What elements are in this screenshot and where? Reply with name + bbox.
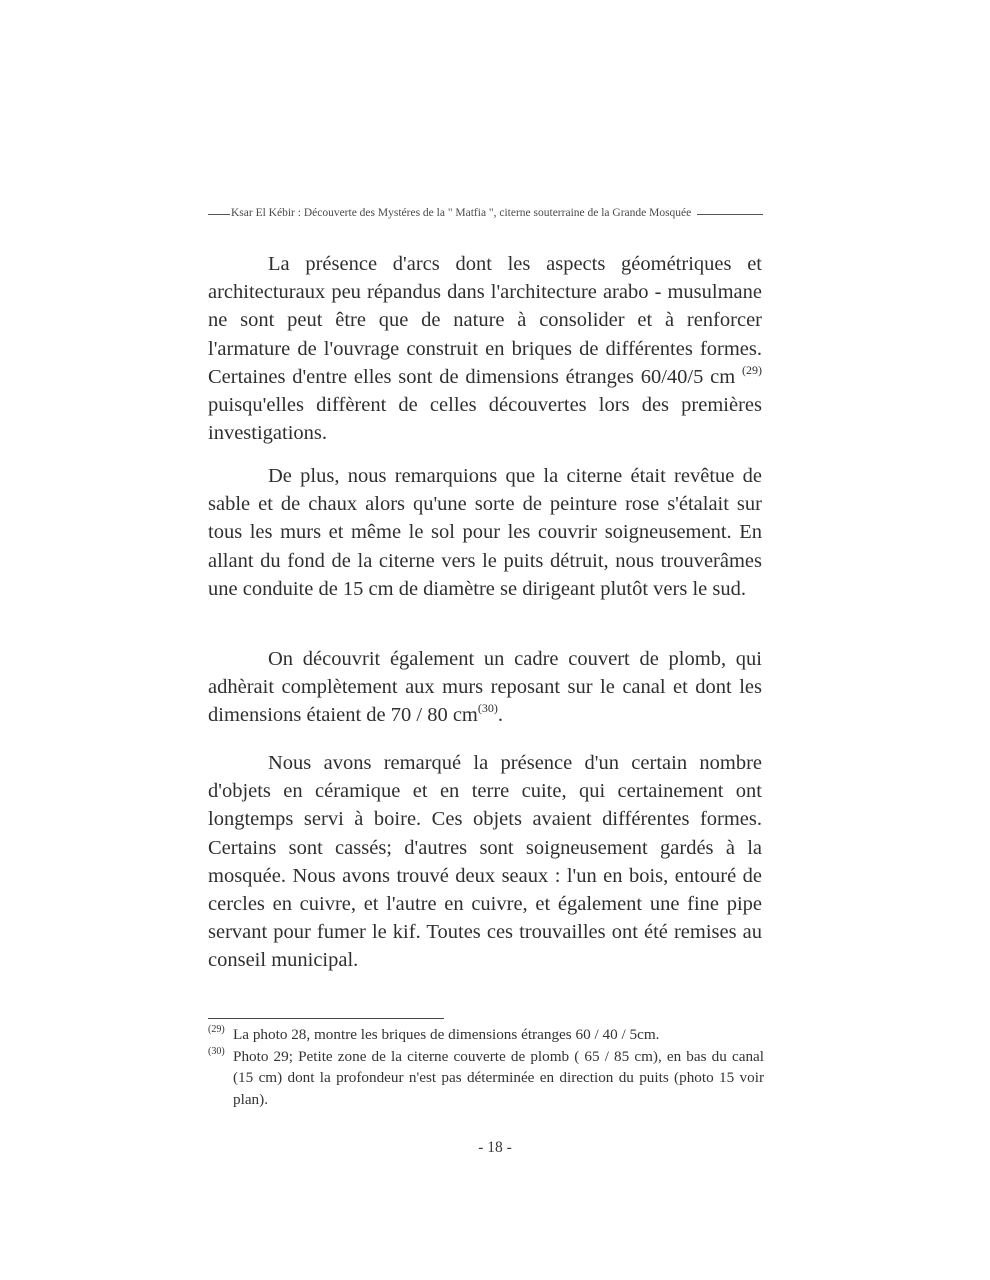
paragraph-text: De plus, nous remarquions que la citerne était revêtue de sable et de chaux alors qu'une sorte de peinture rose s'étalait sur tous les murs et même le sol pour les couvrir soigneusement. En allant du fond de la citerne vers le puits détruit, nous trouverâmes une conduite de 15 cm de diamètre se dirigeant plutôt vers le sud. [208,465,762,600]
paragraph-text: La présence d'arcs dont les aspects géométriques et architecturaux peu répandus dans l'architecture arabo - musulmane ne sont peut être que de nature à consolider et à renforcer l'armature de l'ouvrage construit en briques de différentes formes. Certaines d'entre elles sont de dimensions étranges 60/40/5 cm [208,253,762,388]
footnote-mark: (30) [208,1045,225,1057]
header-rule-left [208,214,230,215]
footnote-text: Photo 29; Petite zone de la citerne couverte de plomb ( 65 / 85 cm), en bas du canal (15 cm) dont la profondeur n'est pas déterminée en direction du puits (photo 15 voir plan). [233,1047,764,1108]
footnote-separator [208,1018,444,1019]
body-paragraph-3 [208,645,762,730]
paragraph-text: . [497,704,503,727]
paragraph-text: On découvrit également un cadre couvert de plomb, qui adhèrait complètement aux murs reposant sur le canal et dont les dimensions étaient de 70 / 80 cm [208,648,762,727]
running-header [208,207,764,219]
footnote-ref-29[interactable]: (29) [742,362,762,377]
body-paragraph-4 [208,749,762,975]
header-rule-right [697,214,763,215]
footnotes [208,1024,764,1110]
paragraph-text: puisqu'elles diffèrent de celles découvertes lors des premières investigations. [208,394,762,445]
footnote-ref-30[interactable]: (30) [477,701,498,716]
running-title: Ksar El Kébir : Découverte des Mystéres de la " Matfia ", citerne souterraine de la Grande Mosquée [231,207,692,219]
body-paragraph-1 [208,250,762,447]
footnote-30 [208,1046,764,1111]
footnote-text: La photo 28, montre les briques de dimensions étranges 60 / 40 / 5cm. [233,1026,660,1043]
footnote-29 [208,1024,764,1046]
footnote-mark: (29) [208,1024,225,1035]
paragraph-text: Nous avons remarqué la présence d'un certain nombre d'objets en céramique et en terre cuite, qui certainement ont longtemps servi à boire. Ces objets avaient différentes formes. Certains sont cassés; d'autres sont soigneusement gardés à la mosquée. Nous avons trouvé deux seaux : l'un en bois, entouré de cercles en cuivre, et l'autre en cuivre, et également une fine pipe servant pour fumer le kif. Toutes ces trouvailles ont été remises au conseil municipal. [208,752,762,972]
body-paragraph-2 [208,462,762,603]
page-number: - 18 - [478,1139,512,1156]
